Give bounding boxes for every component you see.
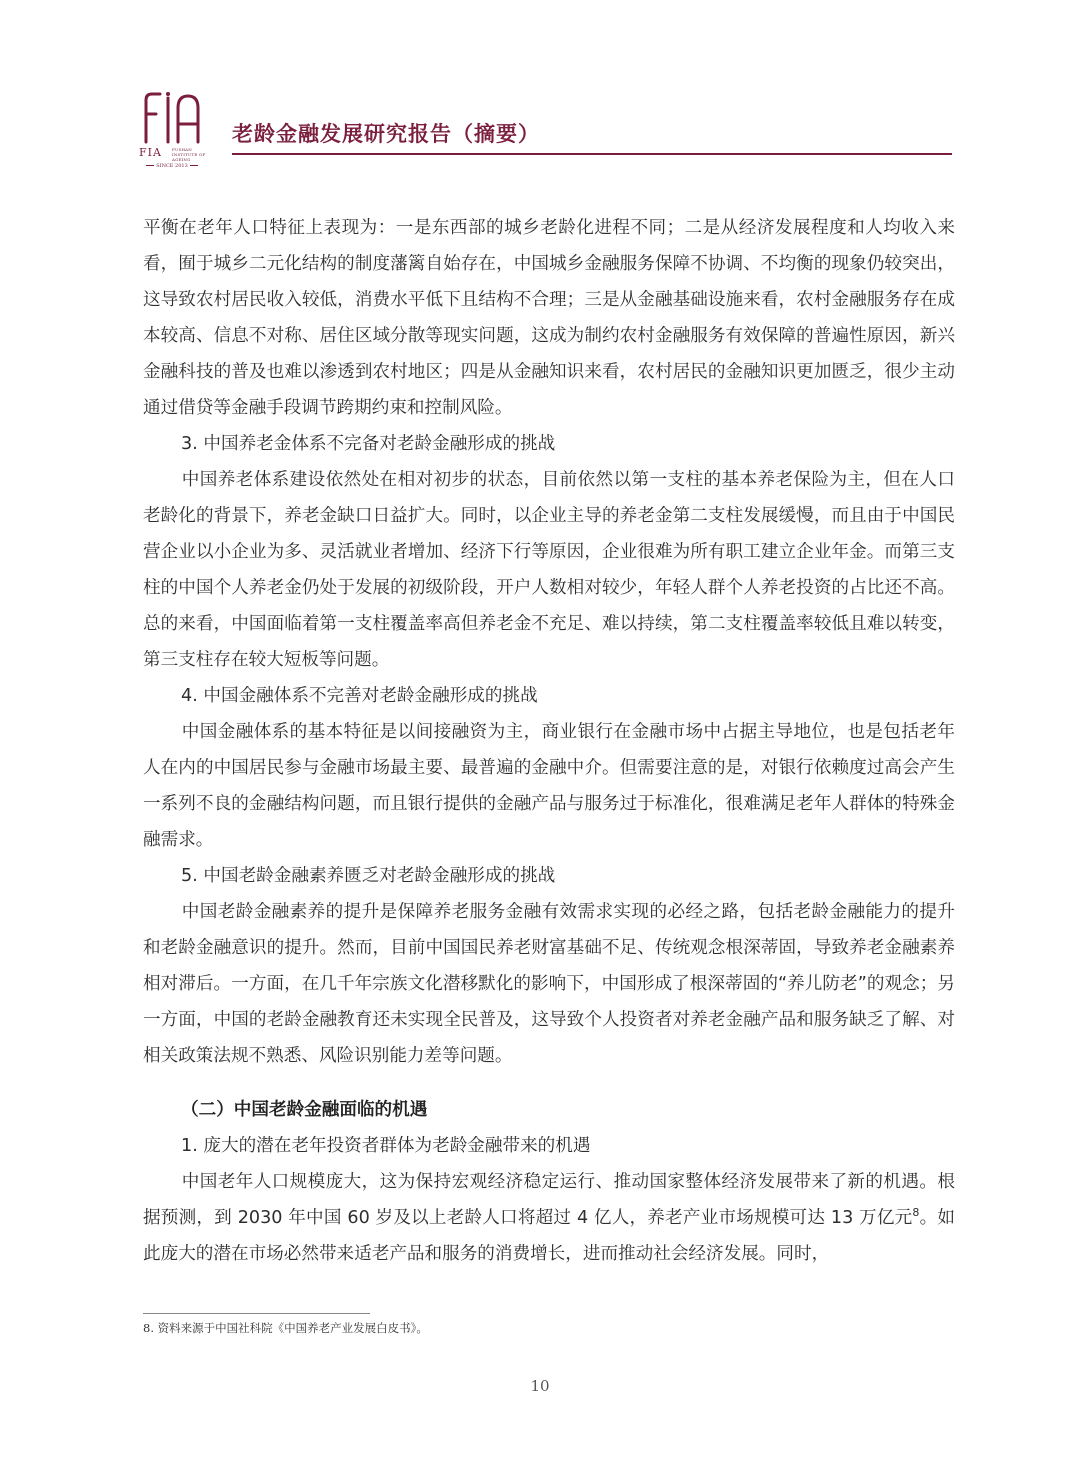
paragraph: 中国养老体系建设依然处在相对初步的状态，目前依然以第一支柱的基本养老保险为主，但在人口老龄化的背景下，养老金缺口日益扩大。同时，以企业主导的养老金第二支柱发展缓慢，而且由于中国民营企业以小企业为多、灵活就业者增加、经济下行等原因，企业很难为所有职工建立企业年金。而第三支柱的中国个人养老金仍处于发展的初级阶段，开户人数相对较少，年轻人群个人养老投资的占比还不高。总的来看，中国面临着第一支柱覆盖率高但养老金不充足、难以持续，第二支柱覆盖率较低且难以转变，第三支柱存在较大短板等问题。 [143, 470, 955, 670]
page-number: 10 [530, 1377, 550, 1395]
subheading: 3. 中国养老金体系不完备对老龄金融形成的挑战 [181, 434, 556, 454]
header-divider [232, 153, 952, 155]
footnote-divider [143, 1313, 370, 1314]
main-content [143, 210, 955, 1272]
paragraph [143, 1164, 955, 1272]
report-title: 老龄金融发展研究报告（摘要） [232, 121, 540, 146]
subheading: 5. 中国老龄金融素养匮乏对老龄金融形成的挑战 [181, 866, 556, 886]
logo-abbreviation: FIA [139, 146, 162, 159]
paragraph-text: 。如此庞大的潜在市场必然带来适老产品和服务的消费增长，进而推动社会经济发展。同时， [143, 1208, 955, 1264]
fia-logo [138, 90, 218, 178]
fia-monogram-icon [138, 90, 202, 146]
subheading: 4. 中国金融体系不完善对老龄金融形成的挑战 [181, 686, 538, 706]
paragraph: 中国金融体系的基本特征是以间接融资为主，商业银行在金融市场中占据主导地位，也是包括老年人在内的中国居民参与金融市场最主要、最普遍的金融中介。但需要注意的是，对银行依赖度过高会产生一系列不良的金融结构问题，而且银行提供的金融产品与服务过于标准化，很难满足老年人群体的特殊金融需求。 [143, 722, 955, 850]
paragraph-text: 中国老年人口规模庞大，这为保持宏观经济稳定运行、推动国家整体经济发展带来了新的机遇。根据预测，到 2030 年中国 60 岁及以上老龄人口将超过 4 亿人，养老产业市场规模可达 13 万亿元 [143, 1172, 955, 1228]
logo-subtitle: FUSHAN INSTITUTE OF AGEING [172, 147, 206, 162]
paragraph: 中国老龄金融素养的提升是保障养老服务金融有效需求实现的必经之路，包括老龄金融能力的提升和老龄金融意识的提升。然而，目前中国国民养老财富基础不足、传统观念根深蒂固，导致养老金融素养相对滞后。一方面，在几千年宗族文化潜移默化的影响下，中国形成了根深蒂固的“养儿防老”的观念；另一方面，中国的老龄金融教育还未实现全民普及，这导致个人投资者对养老金融产品和服务缺乏了解、对相关政策法规不熟悉、风险识别能力差等问题。 [143, 902, 955, 1066]
footnote: 8. 资料来源于中国社科院《中国养老产业发展白皮书》。 [143, 1321, 428, 1335]
section-heading: （二）中国老龄金融面临的机遇 [181, 1100, 428, 1120]
footnote-reference[interactable]: 8 [912, 1206, 920, 1220]
paragraph: 平衡在老年人口特征上表现为：一是东西部的城乡老龄化进程不同；二是从经济发展程度和人均收入来看，囿于城乡二元化结构的制度藩篱自始存在，中国城乡金融服务保障不协调、不均衡的现象仍较突出，这导致农村居民收入较低，消费水平低下且结构不合理；三是从金融基础设施来看，农村金融服务存在成本较高、信息不对称、居住区域分散等现实问题，这成为制约农村金融服务有效保障的普遍性原因，新兴金融科技的普及也难以渗透到农村地区；四是从金融知识来看，农村居民的金融知识更加匮乏，很少主动通过借贷等金融手段调节跨期约束和控制风险。 [143, 218, 955, 418]
subheading: 1. 庞大的潜在老年投资者群体为老龄金融带来的机遇 [181, 1136, 591, 1156]
logo-since: SINCE 2013 [144, 163, 200, 169]
